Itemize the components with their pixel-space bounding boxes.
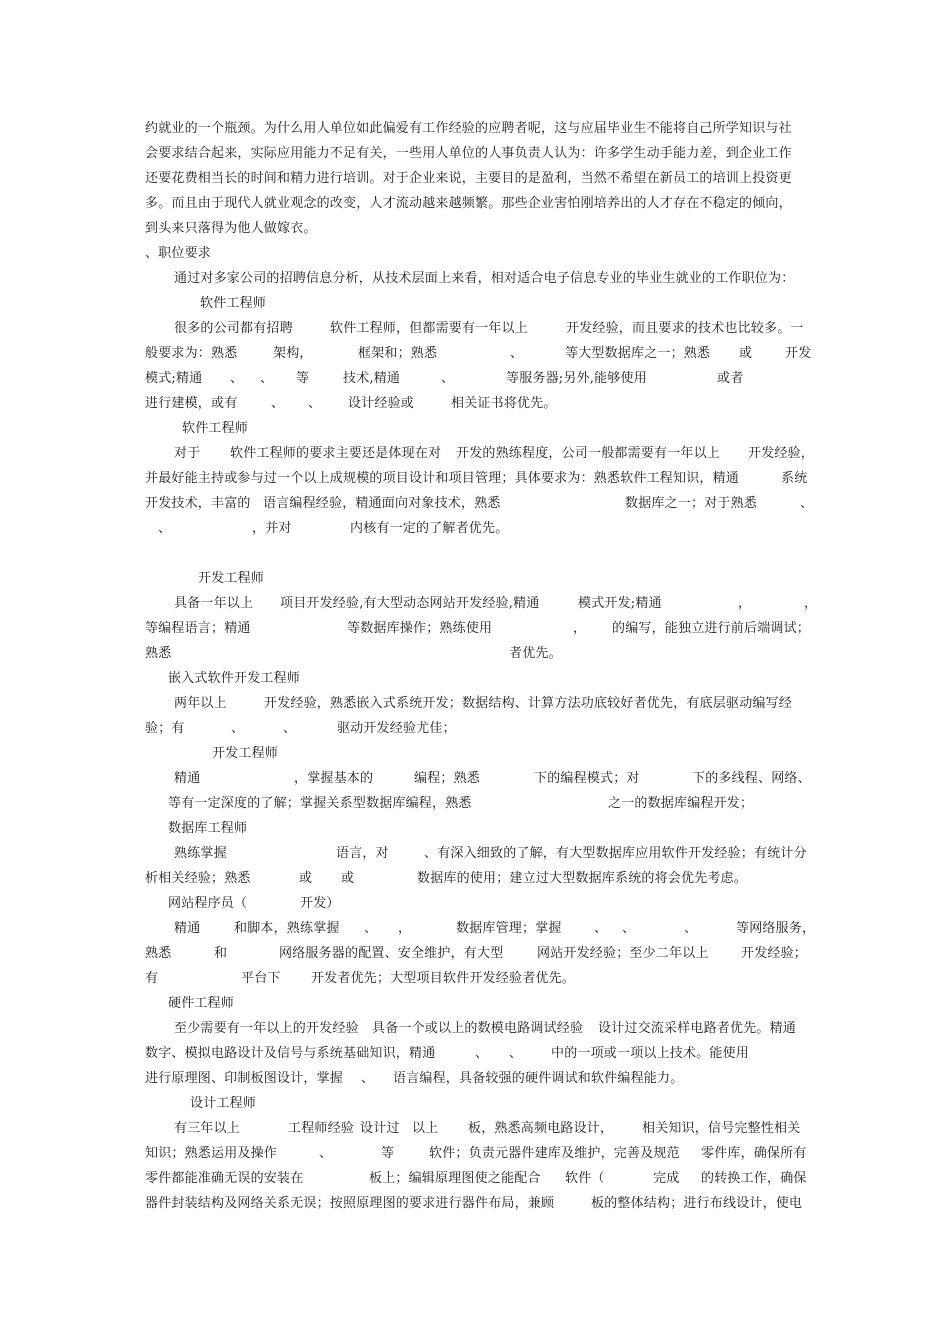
text-segment: 或 [739, 346, 753, 361]
text-segment: 进行建模，或有 [145, 396, 238, 411]
text-segment: 相关知识，信号完整性相关 [642, 1121, 801, 1136]
text-segment: 、 [684, 921, 698, 936]
text-segment: 或者 [717, 371, 744, 386]
text-segment: 通过对多家公司的招聘信息分析，从技术层面上来看，相对适合电子信息专业的毕业生就业的工作职位为： [174, 271, 795, 286]
text-segment: 零件库，确保所有 [701, 1146, 807, 1161]
text-segment: 很多的公司都有招聘 [174, 321, 293, 336]
text-segment: 精通 [174, 921, 201, 936]
text-segment: 对于 [174, 446, 201, 461]
text-segment: 、 [319, 1146, 333, 1161]
text-segment: 、 [509, 1046, 523, 1061]
text-segment: 数据库管理；掌握 [456, 921, 562, 936]
text-segment: 多。而且由于现代人就业观念的改变，人才流动越来越频繁。那些企业害怕刚培养出的人才存在不稳定的倾向， [145, 196, 792, 211]
text-segment: 开发技术，丰富的 [145, 496, 251, 511]
text-segment: 软件工程师 [182, 421, 249, 436]
text-segment: 等有一定深度的了解；掌握关系型数据库编程，熟悉 [168, 796, 472, 811]
text-segment: ，并对 [252, 521, 292, 536]
text-segment: 等服务器;另外,能够使用 [506, 371, 647, 386]
text-segment: 、 [283, 721, 297, 736]
text-segment: 内核有一定的了解者优先。 [350, 521, 509, 536]
text-segment: 者优先。 [509, 646, 562, 661]
text-segment: 网站开发经验；至少二年以上 [537, 946, 709, 961]
text-segment: 般要求为：熟悉 [145, 346, 238, 361]
text-segment: 架构， [273, 346, 313, 361]
text-segment: 、职位要求 [145, 246, 212, 261]
text-segment: 设计经验或 [348, 396, 415, 411]
text-segment: 、 [260, 371, 274, 386]
text-segment: 语言，对 [336, 846, 389, 861]
text-segment: 进行原理图、印制板图设计，掌握 [145, 1071, 344, 1086]
text-segment: 至少需要有一年以上的开发经验 [174, 1021, 359, 1036]
text-segment: 技术,精通 [343, 371, 401, 386]
text-segment: 或 [341, 871, 355, 886]
text-segment: 等 [381, 1146, 395, 1161]
text-segment: 等大型数据库之一；熟悉 [565, 346, 711, 361]
text-segment: 相关证书将优先。 [451, 396, 557, 411]
text-segment: 到头来只落得为他人做嫁衣。 [145, 221, 317, 236]
text-segment: 两年以上 [174, 696, 227, 711]
text-segment: 等数据库操作；熟练使用 [347, 621, 493, 636]
text-segment: 框架和；熟悉 [358, 346, 438, 361]
text-segment: 数字、模拟电路设计及信号与系统基础知识，精通 [145, 1046, 436, 1061]
text-segment: 嵌入式软件开发工程师 [168, 671, 301, 686]
text-segment: 完成 [653, 1171, 680, 1186]
text-segment: 、 [158, 521, 172, 536]
text-segment: 模式开发;精通 [578, 596, 662, 611]
text-segment: 模式;精通 [145, 371, 203, 386]
text-segment: 具备一年以上 [174, 596, 254, 611]
text-segment: 会要求结合起来，实际应用能力不足有关，一些用人单位的人事负责人认为：许多学生动手能力差，到企业工作 [145, 146, 792, 161]
text-segment: 的转换工作，确保 [701, 1171, 807, 1186]
text-segment: 、 [800, 496, 814, 511]
text-segment: 开发经验，熟悉嵌入式系统开发；数据结构、计算方法功底较好者优先，有底层驱动编写经 [264, 696, 793, 711]
text-segment: 熟悉 [145, 946, 172, 961]
text-segment: 驱动开发经验尤佳； [337, 721, 456, 736]
text-segment: 约就业的一个瓶颈。为什么用人单位如此偏爱有工作经验的应聘者呢，这与应届毕业生不能将自己所学知识与社 [145, 121, 792, 136]
text-segment: ，掌握基本的 [294, 771, 374, 786]
text-segment: 或 [299, 871, 313, 886]
text-segment: 等 [296, 371, 310, 386]
text-segment: 板的整体结构；进行布线设计，使电 [591, 1196, 803, 1211]
text-segment: 、 [594, 921, 608, 936]
text-segment: 、 [361, 1071, 375, 1086]
text-segment: 等编程语言；精通 [145, 621, 251, 636]
text-segment: 还要花费相当长的时间和精力进行培训。对于企业来说，主要目的是盈利，当然不希望在新员工的培训上投资更 [145, 171, 792, 186]
text-segment: 开发的熟练程度，公司一般都需要有一年以上 [456, 446, 721, 461]
text-segment: 设计工程师 [190, 1096, 257, 1111]
text-segment: 板，熟悉高频电路设计， [468, 1121, 614, 1136]
text-segment: 软件（ [565, 1171, 605, 1186]
text-segment: 开发） [300, 896, 340, 911]
text-segment: 、有深入细致的了解，有大型数据库应用软件开发经验；有统计分 [424, 846, 807, 861]
text-segment: 开发工程师 [212, 746, 279, 761]
text-segment: 开发经验， [748, 446, 815, 461]
text-segment: 硬件工程师 [168, 996, 235, 1011]
text-segment: 零件都能准确无误的安装在 [145, 1171, 304, 1186]
text-segment: 中的一项或一项以上技术。能使用 [551, 1046, 750, 1061]
text-segment: 、 [622, 921, 636, 936]
text-segment: 、 [510, 346, 524, 361]
text-segment: 验；有 [145, 721, 185, 736]
text-segment: 编程；熟悉 [414, 771, 481, 786]
text-segment: 开发者优先；大型项目软件开发经验者优先。 [311, 971, 576, 986]
text-segment: 设计过 [360, 1121, 400, 1136]
text-segment: ， [804, 596, 818, 611]
text-segment: ， [573, 621, 587, 636]
text-segment: 并最好能主持或参与过一个以上成规模的项目设计和项目管理；具体要求为：熟悉软件工程知识，精通 [145, 471, 740, 486]
text-segment: 、 [441, 371, 455, 386]
text-segment: 软件工程师的要求主要还是体现在对 [230, 446, 442, 461]
text-segment: 数据库工程师 [168, 821, 248, 836]
text-segment: 之一的数据库编程开发； [608, 796, 754, 811]
text-segment: 下的编程模式；对 [534, 771, 640, 786]
text-segment: 、 [475, 1046, 489, 1061]
text-segment: 精通 [174, 771, 201, 786]
text-segment: 数据库的使用；建立过大型数据库系统的将会优先考虑。 [417, 871, 748, 886]
text-segment: 软件工程师 [200, 296, 267, 311]
text-segment: 板上；编辑原理图使之能配合 [369, 1171, 541, 1186]
text-segment: 网站程序员（ [168, 896, 248, 911]
text-segment: 系统 [781, 471, 808, 486]
text-segment: 开发经验； [741, 946, 808, 961]
text-segment: 有三年以上 [174, 1121, 241, 1136]
text-segment: 熟悉 [145, 646, 172, 661]
text-segment: 开发 [785, 346, 812, 361]
text-segment: 软件工程师，但都需要有一年以上 [330, 321, 529, 336]
text-segment: 有 [145, 971, 159, 986]
text-segment: 具备一个或以上的数模电路调试经验 [372, 1021, 584, 1036]
text-segment: 开发工程师 [198, 571, 265, 586]
text-segment: 熟练掌握 [174, 846, 227, 861]
text-segment: 、 [230, 371, 244, 386]
text-segment: 和脚本，熟练掌握 [234, 921, 340, 936]
text-segment: 等网络服务， [736, 921, 816, 936]
text-segment: 下的多线程、网络、 [692, 771, 811, 786]
text-segment: 软件；负责元器件建库及维护，完善及规范 [429, 1146, 680, 1161]
text-segment: 以上 [412, 1121, 439, 1136]
text-segment: 器件封装结构及网络关系无误；按照原理图的要求进行器件布局，兼顾 [145, 1196, 555, 1211]
text-segment: 工程师经验 [288, 1121, 355, 1136]
text-segment: 析相关经验；熟悉 [145, 871, 251, 886]
text-segment: 数据库之一；对于熟悉 [625, 496, 758, 511]
text-segment: ， [738, 596, 752, 611]
text-segment: 、 [308, 396, 322, 411]
text-segment: 、 [231, 721, 245, 736]
text-segment: 语言编程经验，精通面向对象技术，熟悉 [263, 496, 501, 511]
text-segment: 语言编程，具备较强的硬件调试和软件编程能力。 [393, 1071, 684, 1086]
text-segment: 和 [214, 946, 228, 961]
text-segment: 、 [271, 396, 285, 411]
text-segment: 的编写，能独立进行前后端调试； [612, 621, 811, 636]
text-segment: 项目开发经验,有大型动态网站开发经验,精通 [280, 596, 540, 611]
text-segment: 开发经验，而且要求的技术也比较多。一 [566, 321, 804, 336]
text-segment: 、 [364, 921, 378, 936]
text-segment: 知识；熟悉运用及操作 [145, 1146, 278, 1161]
text-segment: ， [398, 921, 412, 936]
text-segment: 设计过交流采样电路者优先。精通 [598, 1021, 797, 1036]
text-segment: 网络服务器的配置、安全维护，有大型 [279, 946, 504, 961]
text-segment: 平台下 [241, 971, 281, 986]
